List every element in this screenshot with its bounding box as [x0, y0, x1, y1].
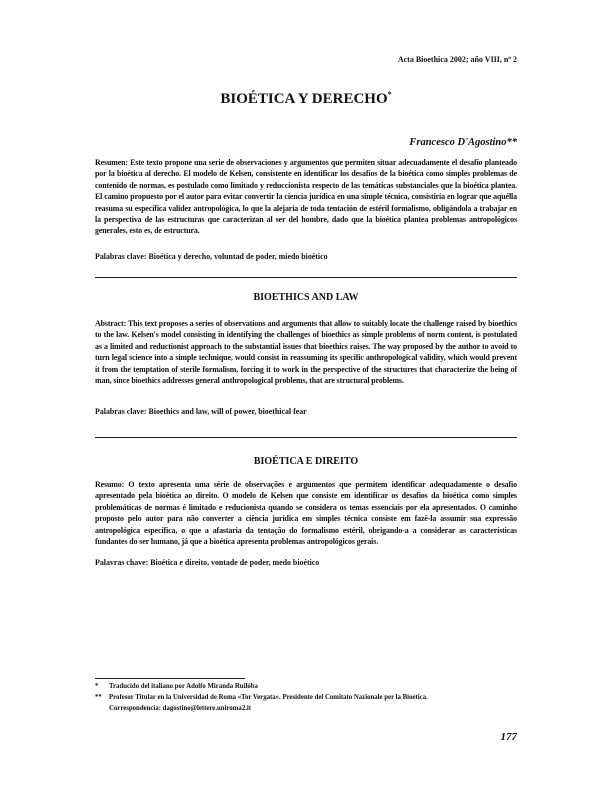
footnote-text: Correspondencia: dagostino@lettere.uniroma2.it — [109, 705, 252, 712]
abstract-spanish — [95, 157, 517, 237]
abstract-text: Este texto propone una serie de observaciones y argumentos que permiten situar adecuadamente el desafío planteado por la bioética al derecho. El modelo de Kelsen, consistente en identificar los desafíos de la bioética como simples problemas de contenido de normas, es postulado como limitado y reduccionista respecto de las temáticas substanciales que la bioética plantea. El camino propuesto por el autor para evitar convertir la ciencia jurídica en una simple técnica, consistiría en lograr que aquélla reasuma su específica validez antropológica, lo que la alejaría de toda tentación de estéril formalismo, obligándola a trabajar en la perspectiva de las estructuras que caracterizan al ser del hombre, dado que la bioética plantea problemas antropológicos generales, esto es, de estructura. — [95, 158, 518, 236]
title-footnote-mark: * — [387, 90, 392, 99]
footnote-mark: ** — [95, 694, 102, 701]
page-number: 177 — [500, 731, 517, 743]
portuguese-heading: BIOÉTICA E DIREITO — [253, 456, 359, 467]
keywords-english — [95, 407, 307, 416]
author: Francesco D'Agostino** — [409, 137, 517, 148]
footnote-mark: * — [95, 683, 99, 690]
footnote — [95, 681, 428, 692]
english-heading: BIOETHICS AND LAW — [253, 292, 359, 303]
footnotes — [95, 681, 428, 714]
abstract-english — [95, 318, 517, 386]
journal-header: Acta Bioethica 2002; año VIII, nº 2 — [397, 55, 517, 64]
footnote-text: Profesor Titular en la Universidad de Roma «Tor Vergata». Presidente del Comitato Nazionale per la Bioetica. — [109, 694, 428, 701]
article-title — [0, 90, 612, 108]
keywords-text: Bioética e direito, vontade de poder, medo bioético — [150, 558, 320, 567]
footnote-divider — [95, 678, 245, 679]
section-divider — [95, 437, 517, 438]
keywords-label: Palabras clave: — [95, 252, 147, 261]
keywords-label: Palavras chave: — [95, 558, 149, 567]
section-divider — [95, 277, 517, 278]
title-text: BIOÉTICA Y DERECHO — [220, 91, 388, 107]
abstract-text: O texto apresenta uma série de observações e argumentos que permitem identificar adequadamente o desafio apresentado pela bioética ao direito. O modelo de Kelsen que consiste em identificar os desafios da bioética como simples problemáticas de normas é limitado e reducionista quando se considera os temas essenciais por ela apresentados. O caminho proposto pelo autor para não converter a ciência jurídica em simples técnica consiste em fazê-la assumir sua expressão antropológica específica, o que a afastaria da tentação do formalismo estéril, obrigando-a a considerar as características fundantes do ser humano, já que a bioética apresenta problemas antropológicos gerais. — [95, 480, 517, 547]
keywords-portuguese — [95, 558, 319, 567]
abstract-label: Resumo: — [95, 480, 125, 489]
keywords-spanish — [95, 252, 328, 261]
keywords-label: Palabras clave: — [95, 407, 147, 416]
abstract-label: Abstract: — [95, 319, 127, 328]
footnote-text: Traducido del italiano por Adolfo Miranda Ruilóba — [109, 683, 258, 690]
abstract-text: This text proposes a series of observations and arguments that allow to suitably locate the challenge raised by bioethics to the law. Kelsen's model consisting in identifying the challenges of bioethics as simple problems of norm content, is postulated as a limited and reductionist approach to the substantial issues that bioethics raises. The way proposed by the author to avoid to turn legal science into a simple technique, would consist in reassuming its specific anthropological validity, which would prevent it from the temptation of sterile formalism, forcing it to work in the perspective of the structures that characterize the being of man, since bioethics addresses general anthropological problems, that are structural problems. — [95, 319, 518, 386]
abstract-label: Resumen: — [95, 158, 128, 167]
footnote — [95, 692, 428, 703]
keywords-text: Bioethics and law, will of power, bioethical fear — [148, 407, 307, 416]
keywords-text: Bioética y derecho, voluntad de poder, miedo bioético — [148, 252, 328, 261]
footnote — [95, 703, 428, 714]
abstract-portuguese — [95, 479, 517, 547]
